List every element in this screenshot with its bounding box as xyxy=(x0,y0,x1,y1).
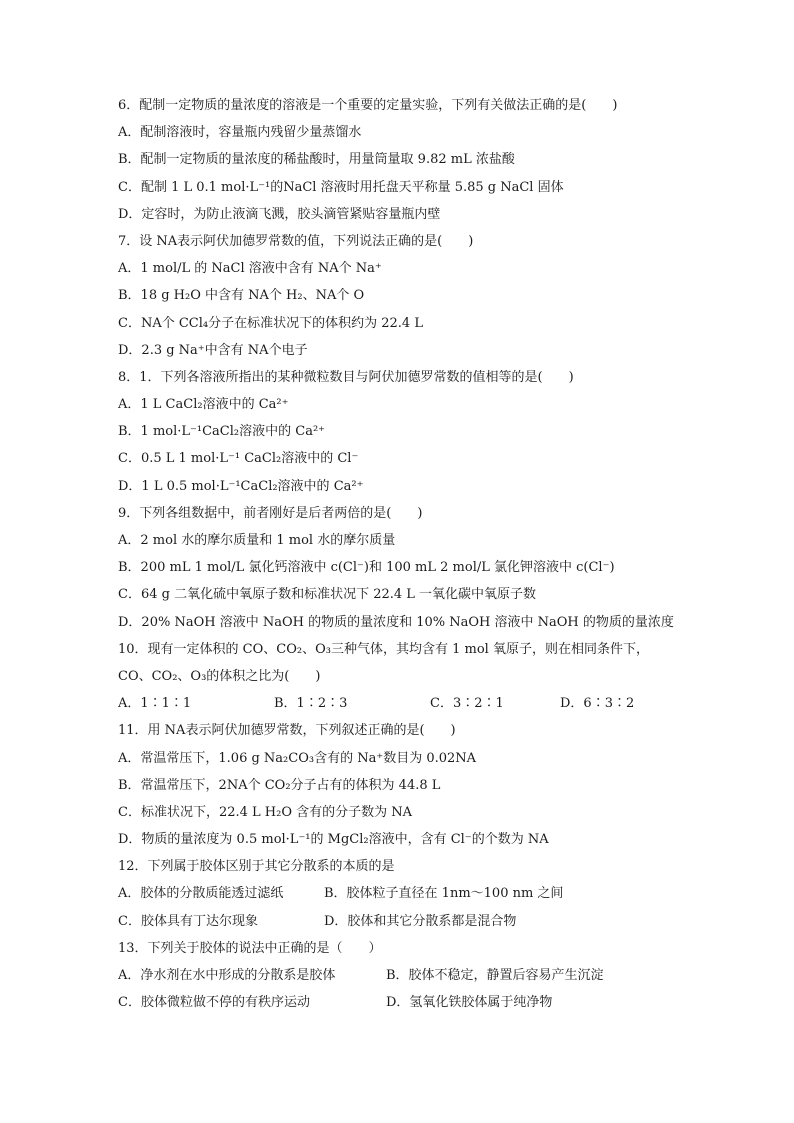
q11-option-b: B．常温常压下，2NA个 CO₂分子占有的体积为 44.8 L xyxy=(118,777,441,793)
q10-option-b: B．1∶2∶3 xyxy=(274,696,348,712)
q7-option-b: B．18 g H₂O 中含有 NA个 H₂、NA个 O xyxy=(118,288,365,304)
q9-option-b: B．200 mL 1 mol/L 氯化钙溶液中 c(Cl⁻)和 100 mL 2 mol/L 氯化钾溶液中 c(Cl⁻) xyxy=(118,560,615,576)
q10-stem-line1: 10．现有一定体积的 CO、CO₂、O₃三种气体，其均含有 1 mol 氧原子，则在相同条件下， xyxy=(118,641,649,657)
q13-options-row2 xyxy=(118,989,678,1016)
q6-option-a: A．配制溶液时，容量瓶内残留少量蒸馏水 xyxy=(118,125,362,141)
question-block-1 xyxy=(118,92,678,717)
q6-option-c: C．配制 1 L 0.1 mol·L⁻¹的NaCl 溶液时用托盘天平称量 5.85 g NaCl 固体 xyxy=(118,179,564,195)
q12-options-row2 xyxy=(118,908,678,935)
q6-option-d: D．定容时，为防止液滴飞溅，胶头滴管紧贴容量瓶内壁 xyxy=(118,206,441,222)
exam-page xyxy=(118,92,678,1016)
q8-option-c: C．0.5 L 1 mol·L⁻¹ CaCl₂溶液中的 Cl⁻ xyxy=(118,451,359,467)
question-block-2 xyxy=(118,717,678,1016)
q12-stem: 12．下列属于胶体区别于其它分散系的本质的是 xyxy=(118,859,395,875)
q11-stem: 11．用 NA表示阿伏加德罗常数，下列叙述正确的是( ) xyxy=(118,723,456,739)
q13-option-a: A．净水剂在水中形成的分散系是胶体 xyxy=(118,968,336,983)
q6-option-b: B．配制一定物质的量浓度的稀盐酸时，用量筒量取 9.82 mL 浓盐酸 xyxy=(118,152,515,168)
q9-option-a: A．2 mol 水的摩尔质量和 1 mol 水的摩尔质量 xyxy=(118,533,396,548)
q9-option-d: D．20% NaOH 溶液中 NaOH 的物质的量浓度和 10% NaOH 溶液中 NaOH 的物质的量浓度 xyxy=(118,614,674,630)
q12-option-a: A．胶体的分散质能透过滤纸 xyxy=(118,886,284,902)
q11-option-a: A．常温常压下，1.06 g Na₂CO₃含有的 Na⁺数目为 0.02NA xyxy=(118,750,477,766)
q10-option-c: C．3∶2∶1 xyxy=(430,696,504,712)
q12-option-c: C．胶体具有丁达尔现象 xyxy=(118,913,258,929)
q10-option-a: A．1∶1∶1 xyxy=(118,696,192,712)
q8-option-a: A．1 L CaCl₂溶液中的 Ca²⁺ xyxy=(118,397,289,413)
q8-option-d: D．1 L 0.5 mol·L⁻¹CaCl₂溶液中的 Ca²⁺ xyxy=(118,478,364,494)
q12-option-d: D．胶体和其它分散系都是混合物 xyxy=(324,913,517,929)
q10-options xyxy=(118,690,678,717)
q11-option-d: D．物质的量浓度为 0.5 mol·L⁻¹的 MgCl₂溶液中，含有 Cl⁻的个数为 NA xyxy=(118,832,549,848)
q13-option-c: C．胶体微粒做不停的有秩序运动 xyxy=(118,995,310,1011)
q9-option-c: C．64 g 二氧化硫中氧原子数和标准状况下 22.4 L 一氧化碳中氧原子数 xyxy=(118,587,537,603)
q8-option-b: B．1 mol·L⁻¹CaCl₂溶液中的 Ca²⁺ xyxy=(118,424,326,440)
q13-options-row1 xyxy=(118,962,678,989)
q6-stem: 6．配制一定物质的量浓度的溶液是一个重要的定量实验，下列有关做法正确的是( ) xyxy=(118,98,618,113)
q13-stem: 13．下列关于胶体的说法中正确的是（ ） xyxy=(118,940,382,956)
q7-option-c: C．NA个 CCl₄分子在标准状况下的体积约为 22.4 L xyxy=(118,315,423,331)
q7-option-d: D．2.3 g Na⁺中含有 NA个电子 xyxy=(118,342,308,358)
q10-stem-line2: CO、CO₂、O₃的体积之比为( ) xyxy=(118,668,321,684)
q11-option-c: C．标准状况下，22.4 L H₂O 含有的分子数为 NA xyxy=(118,804,413,820)
q8-stem: 8．1．下列各溶液所指出的某种微粒数目与阿伏加德罗常数的值相等的是( ) xyxy=(118,369,574,385)
q12-option-b: B．胶体粒子直径在 1nm～100 nm 之间 xyxy=(324,886,564,902)
q7-option-a: A．1 mol/L 的 NaCl 溶液中含有 NA个 Na⁺ xyxy=(118,261,382,277)
q12-options-row1 xyxy=(118,880,678,907)
q13-option-d: D．氢氧化铁胶体属于纯净物 xyxy=(386,995,553,1011)
q7-stem: 7．设 NA表示阿伏加德罗常数的值，下列说法正确的是( ) xyxy=(118,233,474,249)
q10-option-d: D．6∶3∶2 xyxy=(560,696,635,712)
q9-stem: 9．下列各组数据中，前者刚好是后者两倍的是( ) xyxy=(118,505,423,521)
q13-option-b: B．胶体不稳定，静置后容易产生沉淀 xyxy=(386,968,604,983)
